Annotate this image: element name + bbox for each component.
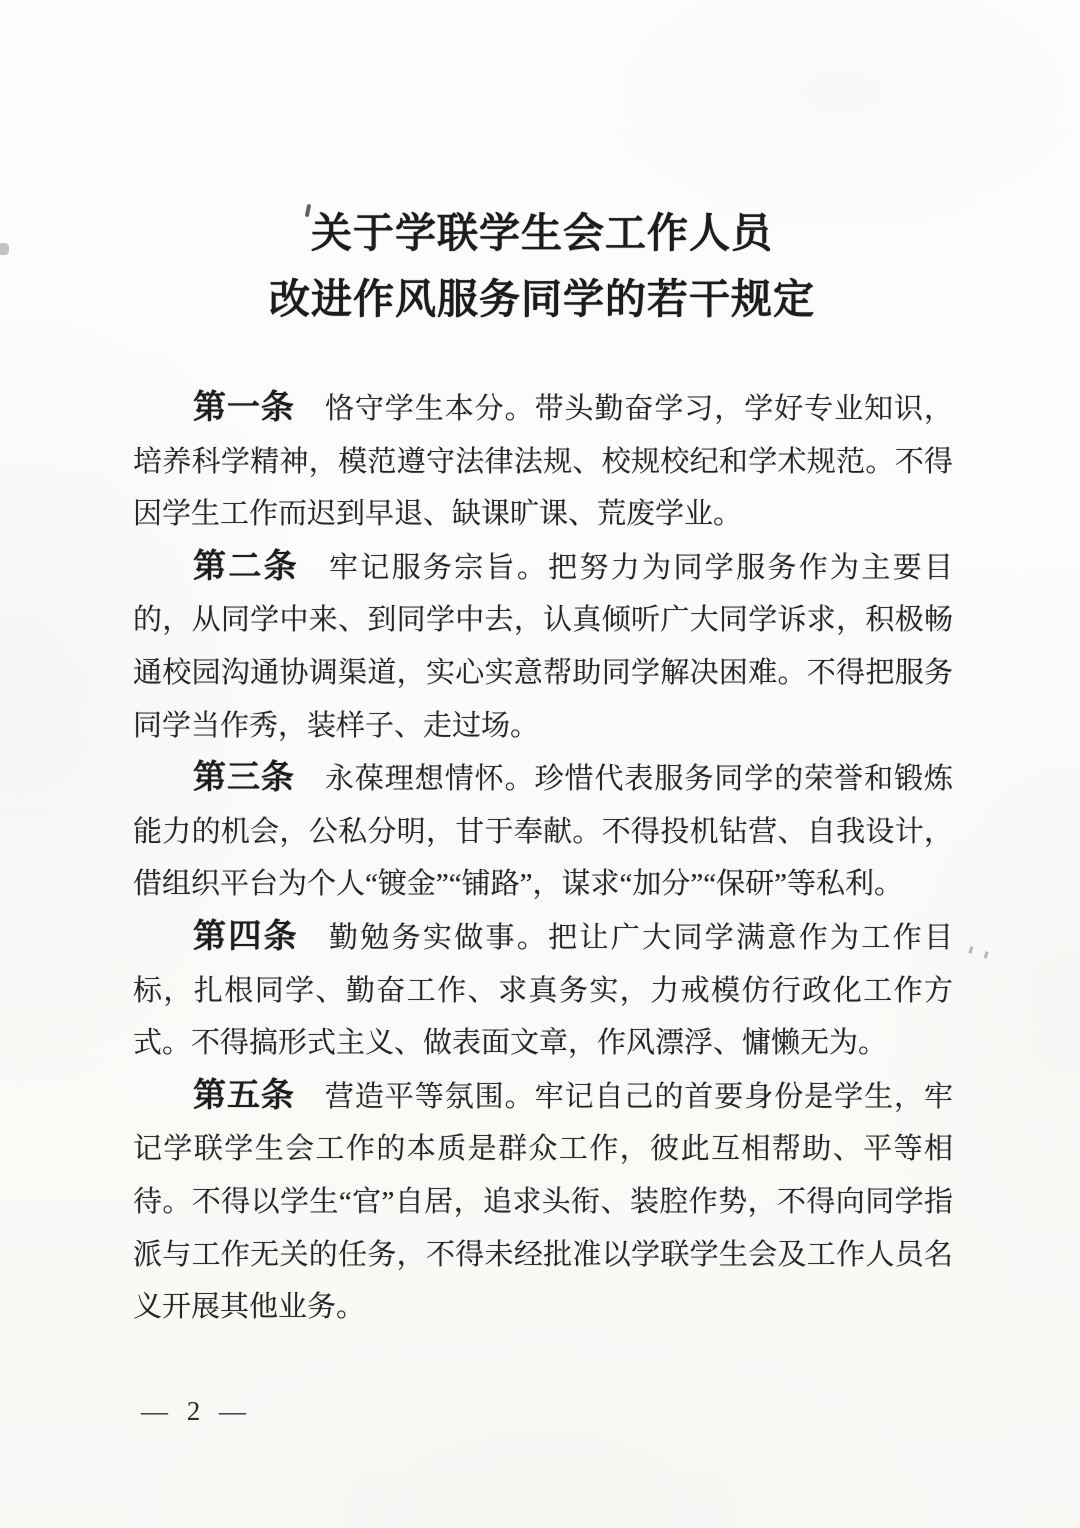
- article-3-number: 第三条: [193, 760, 295, 797]
- article-1-number: 第一条: [193, 390, 295, 426]
- document-title: [130, 200, 954, 332]
- article-1-text: 恪守学生本分。带头勤奋学习，学好专业知识，培养科学精神，模范遵守法律法规、校规校纪和学术规范。不得因学生工作而迟到早退、缺课旷课、荒废学业。: [133, 393, 953, 531]
- article-paragraph-3: [133, 752, 953, 911]
- article-paragraph-1: [133, 382, 953, 541]
- document-body: [133, 382, 953, 1334]
- article-2-number: 第二条: [193, 548, 299, 585]
- scan-artifact-right-margin: [968, 946, 988, 959]
- scan-artifact-left-edge: [0, 243, 9, 255]
- article-paragraph-2: [133, 541, 953, 752]
- article-paragraph-4: [133, 911, 953, 1070]
- article-5-number: 第五条: [193, 1077, 295, 1114]
- document-title-line-1: 关于学联学生会工作人员: [311, 210, 773, 256]
- article-paragraph-5: [133, 1070, 953, 1334]
- article-2-text: 牢记服务宗旨。把努力为同学服务作为主要目的，从同学中来、到同学中去，认真倾听广大同学诉求，积极畅通校园沟通协调渠道，实心实意帮助同学解决困难。不得把服务同学当作秀，装样子、走过场。: [133, 551, 953, 742]
- article-5-text: 营造平等氛围。牢记自己的首要身份是学生，牢记学联学生会工作的本质是群众工作，彼此互相帮助、平等相待。不得以学生“官”自居，追求头衔、装腔作势，不得向同学指派与工作无关的任务，不得未经批准以学联学生会及工作人员名义开展其他业务。: [133, 1080, 953, 1324]
- article-4-text: 勤勉务实做事。把让广大同学满意作为工作目标，扎根同学、勤奋工作、求真务实，力戒模仿行政化工作方式。不得搞形式主义、做表面文章，作风漂浮、慵懒无为。: [133, 921, 953, 1060]
- article-4-number: 第四条: [193, 918, 299, 955]
- document-title-line-2: 改进作风服务同学的若干规定: [269, 276, 815, 322]
- article-3-text: 永葆理想情怀。珍惜代表服务同学的荣誉和锻炼能力的机会，公私分明，甘于奉献。不得投机钻营、自我设计，借组织平台为个人“镀金”“铺路”，谋求“加分”“保研”等私利。: [133, 763, 953, 901]
- page-number: — 2 —: [141, 1396, 252, 1426]
